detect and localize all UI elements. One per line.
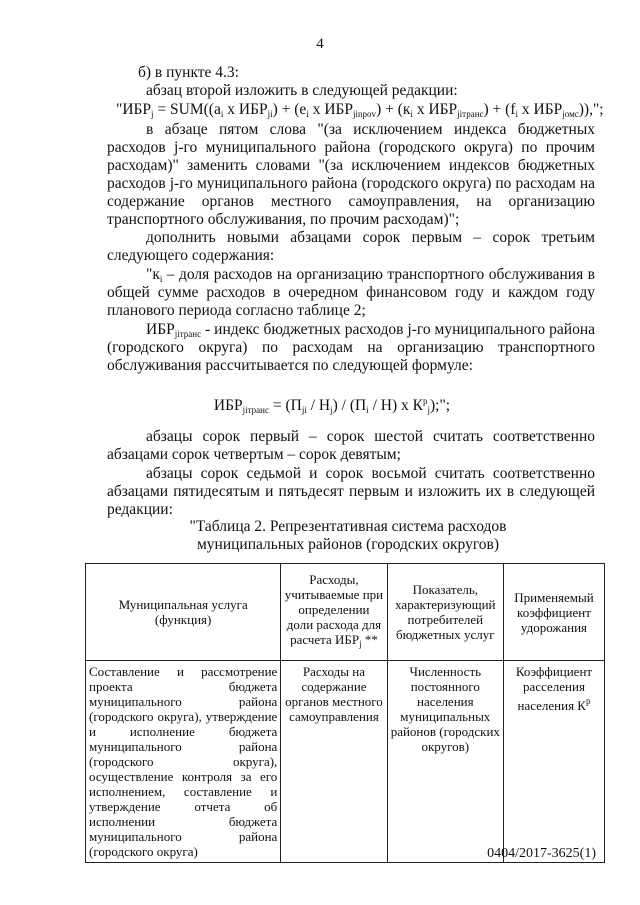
- paragraph-line: $ИБР_{jiтранс}$ - индекс бюджетных расходов j-го муниципального района: [146, 321, 595, 339]
- paragraph-line: "$к_i$ – доля расходов на организацию транспортного обслуживания в: [146, 266, 595, 284]
- table-cell: Коэффициент расселения населения $К^р$: [503, 661, 604, 863]
- paragraph-line: расходов j-го муниципального района (городского округа) по расходам на: [107, 175, 595, 192]
- paragraph-line: (городского округа) по расходам на организацию транспортного: [107, 339, 595, 356]
- table-header-cell: Муниципальная услуга (функция): [86, 564, 281, 661]
- paragraph-line: обслуживания рассчитывается по следующей формуле:: [107, 357, 473, 374]
- table-header-cell: Расходы, учитываемые при определении доли расхода для расчета $ИБР_j$ **: [281, 564, 387, 661]
- paragraph-intro: абзац второй изложить в следующей редакции:: [146, 82, 458, 99]
- paragraph-line: транспортного обслуживания, по прочим расходам)";: [107, 211, 460, 228]
- table-title: муниципальных районов (городских округов): [196, 536, 500, 553]
- expense-system-table: [85, 563, 605, 863]
- paragraph-line: абзацами пятидесятым и пятьдесят первым и изложить их в следующей: [107, 483, 595, 500]
- formula-ibr-trans: $ИБР_{jiтранс} = (П_{ji} / Н_j) / (П_i / Н)$ х $К^р_j$);";: [213, 396, 451, 415]
- table-header-row: [86, 564, 605, 661]
- table-cell: Расходы на содержание органов местного самоуправления: [281, 661, 387, 863]
- paragraph-line: абзацами сорок четвертым – сорок девятым;: [107, 446, 401, 463]
- document-footer-id: 0404/2017-3625(1): [487, 846, 596, 861]
- paragraph-line: расходам)" заменить словами "(за исключением индексов бюджетных: [107, 157, 595, 174]
- item-b-heading: б) в пункте 4.3:: [138, 64, 239, 81]
- paragraph-line: дополнить новыми абзацами сорок первым – сорок третьим: [146, 229, 595, 246]
- page-number: 4: [316, 36, 324, 52]
- paragraph-line: содержание органов местного самоуправления, на организацию: [107, 193, 595, 210]
- paragraph-line: следующего содержания:: [107, 247, 275, 264]
- paragraph-line: общей сумме расходов в очередном финансовом году и каждом году: [107, 284, 595, 301]
- formula-ibr: "$ИБР_j = SUM((a_i$ х $ИБР_{ji}) + (e_i$ х $ИБР_{jinpov}) + (к_i$ х $ИБР_{jiтранс}) + (f_i$ х $ИБР_{jомс}$)),";: [116, 101, 604, 119]
- paragraph-line: расходов j-го муниципального района (городского округа) по прочим: [107, 139, 595, 156]
- table-cell: Численность постоянного населения муниципальных районов (городских округов): [387, 661, 503, 863]
- paragraph-line: абзацы сорок седьмой и сорок восьмой считать соответственно: [146, 465, 595, 482]
- paragraph-line: в абзаце пятом слова "(за исключением индекса бюджетных: [146, 121, 595, 138]
- paragraph-line: абзацы сорок первый – сорок шестой считать соответственно: [146, 428, 595, 445]
- table-header-cell: Показатель, характеризующий потребителей бюджетных услуг: [387, 564, 503, 661]
- table-title: "Таблица 2. Репрезентативная система расходов: [189, 518, 507, 535]
- table-row: [86, 661, 605, 863]
- table-header-cell: Применяемый коэффициент удорожания: [503, 564, 604, 661]
- paragraph-line: редакции:: [107, 501, 173, 518]
- paragraph-line: планового периода согласно таблице 2;: [107, 302, 366, 319]
- table-cell: Составление и рассмотрение проекта бюджета муниципального района (городского округа), утверждение и исполнение бюджета муниципального района (городского округа), осуществление контроля за его исполнением, составление и утверждение отчета об исполнении бюджета муниципального района (городского округа): [86, 661, 281, 863]
